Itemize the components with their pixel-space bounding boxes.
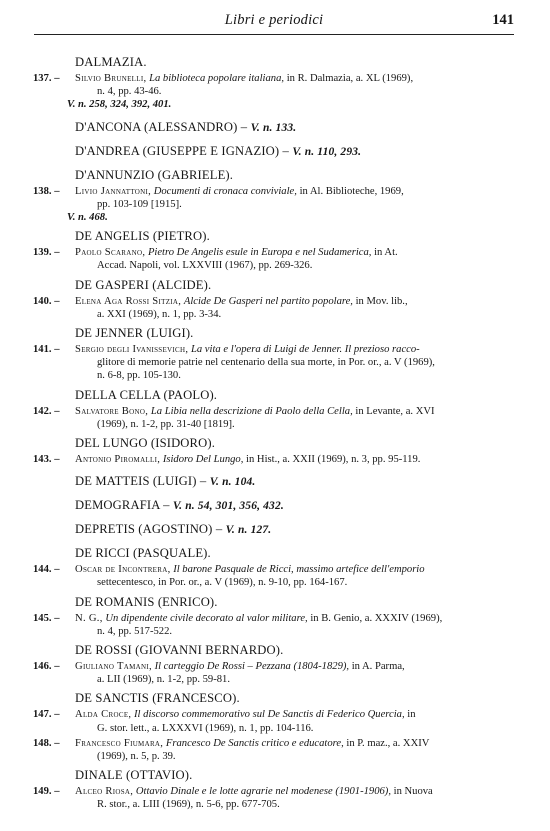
entry-number-value: 139.: [33, 247, 52, 259]
entry-author: Antonio Piromalli,: [75, 454, 161, 466]
entry-number-value: 146.: [33, 661, 52, 673]
entry-title: Il barone Pasquale de Ricci, massimo artefice dell'emporio: [173, 564, 425, 576]
entry-text: [75, 563, 514, 589]
entry-source-continued: (1969), n. 1-2, pp. 31-40 [1819].: [97, 418, 235, 430]
entry-source: in Nuova: [393, 786, 433, 798]
entry-source-continued: settecentesco, in Por. or., a. V (1969), n. 9-10, pp. 164-167.: [97, 577, 348, 589]
entry-author: Silvio Brunelli,: [75, 73, 147, 84]
subject-heading: [75, 498, 550, 514]
entry-source: in Levante, a. XVI: [355, 405, 435, 417]
subject-heading-text: DELLA CELLA (PAOLO).: [75, 387, 218, 402]
entry-number: [33, 612, 60, 625]
subject-heading: [75, 595, 550, 610]
entry-number-value: 149.: [33, 786, 52, 798]
entry-author: Giuliano Tamani,: [75, 661, 152, 673]
page-number: 141: [492, 12, 514, 28]
subject-heading-text: DINALE (OTTAVIO).: [75, 768, 193, 783]
entry-source-continued: a. LII (1969), n. 1-2, pp. 59-81.: [97, 674, 230, 686]
subject-heading: [75, 168, 550, 183]
subject-heading-text: DE RICCI (PASQUALE).: [75, 546, 211, 561]
bibliography-entry: [33, 453, 514, 466]
bibliography-entry: [33, 563, 514, 589]
entry-source-continued: n. 6-8, pp. 105-130.: [97, 370, 181, 382]
entry-number: [33, 660, 60, 673]
subject-heading-text: DE MATTEIS (LUIGI) –: [75, 474, 207, 489]
entry-number: [33, 453, 60, 466]
cross-reference: V. n. 133.: [250, 121, 297, 134]
bibliography-entry: [33, 708, 514, 734]
cross-reference: V. n. 54, 301, 356, 432.: [172, 500, 284, 513]
subject-heading: [75, 278, 550, 293]
subject-heading: [75, 691, 550, 706]
entry-number: [33, 185, 60, 198]
entry-author: Paolo Scarano,: [75, 247, 146, 259]
entry-source: in Mov. lib.,: [355, 295, 408, 307]
subject-heading: [75, 522, 550, 538]
entry-number-value: 142.: [33, 405, 52, 417]
subject-heading: [75, 474, 550, 490]
entry-source: in At.: [374, 247, 398, 259]
entry-author: Sergio degli Ivanissevich,: [75, 344, 189, 356]
entry-source-continued: glitore di memorie patrie nel centenario della sua morte, in Por. or., a. V (1969),: [97, 357, 435, 369]
entry-number-value: 144.: [33, 564, 52, 576]
entry-number: [33, 708, 60, 721]
entry-text: [75, 185, 514, 211]
entry-source-continued: Accad. Napoli, vol. LXXVIII (1967), pp. 269-326.: [97, 260, 313, 272]
subject-heading: [75, 326, 550, 341]
entry-number-value: 148.: [33, 737, 52, 749]
subject-heading-text: DEL LUNGO (ISIDORO).: [75, 436, 215, 451]
bibliography-entry: [33, 612, 514, 638]
subject-heading-text: DEMOGRAFIA –: [75, 498, 170, 513]
bibliography-entry: [33, 72, 514, 112]
entry-dash: –: [54, 661, 60, 673]
entry-source: in A. Parma,: [351, 661, 405, 673]
bibliography-entry: [33, 405, 514, 431]
entry-number-value: 145.: [33, 612, 52, 624]
entry-text: [75, 737, 514, 763]
entry-title: Alcide De Gasperi nel partito popolare,: [183, 295, 353, 307]
subject-heading: [75, 120, 550, 136]
entry-source-continued: pp. 103-109 [1915].: [97, 198, 182, 210]
entry-number: [33, 563, 60, 576]
entry-source: in P. maz., a. XXIV: [346, 737, 430, 749]
entry-number: [33, 343, 60, 356]
entry-dash: –: [54, 295, 60, 307]
entry-title: Documenti di cronaca conviviale,: [153, 185, 297, 197]
entry-author: Elena Aga Rossi Sitzia,: [75, 295, 182, 307]
entry-number: [33, 246, 60, 259]
entry-dash: –: [54, 185, 60, 197]
entry-title: Un dipendente civile decorato al valor militare,: [105, 612, 308, 624]
subject-heading-text: DE ROMANIS (ENRICO).: [75, 594, 218, 609]
entry-text: [75, 405, 514, 431]
subject-heading-text: DE SANCTIS (FRANCESCO).: [75, 691, 240, 706]
entry-author: Oscar de Incontrera,: [75, 564, 171, 576]
subject-heading: [75, 643, 550, 658]
entry-title: Il discorso commemorativo sul De Sanctis di Federico Quercia,: [134, 709, 405, 721]
entry-number-value: 143.: [33, 454, 52, 466]
entry-number: [33, 405, 60, 418]
subject-heading-text: D'ANDREA (GIUSEPPE E IGNAZIO) –: [75, 143, 290, 158]
bibliography-entry: [33, 246, 514, 272]
entry-author: Salvatore Bono,: [75, 405, 149, 417]
entry-number-value: 141.: [33, 344, 52, 356]
bibliography-entry: [33, 295, 514, 321]
entry-author: N. G.,: [75, 612, 103, 624]
cross-reference: V. n. 110, 293.: [292, 145, 362, 158]
entry-number-value: 137.: [33, 73, 52, 84]
entry-dash: –: [54, 247, 60, 259]
entry-source-continued: R. stor., a. LIII (1969), n. 5-6, pp. 677-705.: [97, 799, 280, 811]
subject-heading: [75, 144, 550, 160]
subject-heading-text: D'ANCONA (ALESSANDRO) –: [75, 119, 248, 134]
entry-author: Alceo Riosa,: [75, 786, 134, 798]
subject-heading: [75, 388, 550, 403]
bibliography-entry: [33, 785, 514, 811]
subject-heading-text: DE GASPERI (ALCIDE).: [75, 277, 212, 292]
entry-text: [75, 660, 514, 686]
cross-reference: V. n. 104.: [209, 476, 256, 489]
subject-heading: [75, 55, 550, 70]
entry-number-value: 140.: [33, 295, 52, 307]
entry-source: in B. Genio, a. XXXIV (1969),: [310, 612, 443, 624]
entry-source-continued: G. stor. lett., a. LXXXVI (1969), n. 1, pp. 104-116.: [97, 722, 314, 734]
bibliography-entry: [33, 185, 514, 225]
bibliography-entry: [33, 660, 514, 686]
bibliography-list: [0, 50, 550, 814]
subject-heading-text: DEPRETIS (AGOSTINO) –: [75, 522, 223, 537]
entry-dash: –: [54, 709, 60, 721]
entry-title: La Libia nella descrizione di Paolo della Cella,: [150, 405, 353, 417]
subject-heading: [75, 546, 550, 561]
subject-heading-text: DE ROSSI (GIOVANNI BERNARDO).: [75, 643, 284, 658]
entry-text: [75, 295, 514, 321]
entry-title: Francesco De Sanctis critico e educatore,: [165, 737, 344, 749]
entry-title: Il carteggio De Rossi – Pezzana (1804-1829),: [154, 661, 350, 673]
entry-text: [75, 453, 514, 466]
entry-text: [75, 708, 514, 734]
entry-dash: –: [54, 344, 60, 356]
cross-reference: V. n. 127.: [225, 524, 272, 537]
subject-heading-text: DE JENNER (LUIGI).: [75, 326, 194, 341]
entry-source: in R. Dalmazia, a. XL (1969),: [286, 73, 414, 84]
entry-author: Livio Jannattoni,: [75, 185, 152, 197]
entry-title: Ottavio Dinale e le lotte agrarie nel modenese (1901-1906),: [135, 786, 391, 798]
entry-number: [33, 785, 60, 798]
entry-dash: –: [54, 737, 60, 749]
entry-dash: –: [54, 564, 60, 576]
see-also-note: V. n. 258, 324, 392, 401.: [67, 99, 172, 111]
running-head: [34, 12, 514, 30]
entry-source-continued: a. XXI (1969), n. 1, pp. 3-34.: [97, 308, 222, 320]
header-rule: [34, 34, 514, 35]
see-also-note: V. n. 468.: [67, 212, 108, 224]
entry-text: [75, 246, 514, 272]
subject-heading: [75, 229, 550, 244]
entry-text: [75, 785, 514, 811]
entry-source: in: [407, 709, 416, 721]
bibliography-entry: [33, 737, 514, 763]
bibliography-entry: [33, 343, 514, 383]
entry-title: La vita e l'opera di Luigi de Jenner. Il prezioso racco-: [190, 344, 420, 356]
entry-number-value: 147.: [33, 709, 52, 721]
entry-dash: –: [54, 405, 60, 417]
entry-source-continued: n. 4, pp. 517-522.: [97, 625, 173, 637]
entry-dash: –: [54, 454, 60, 466]
subject-heading: [75, 436, 550, 451]
entry-dash: –: [54, 786, 60, 798]
entry-number: [33, 72, 60, 85]
entry-text: [75, 612, 514, 638]
entry-title: Pietro De Angelis esule in Europa e nel Sudamerica,: [147, 247, 372, 259]
subject-heading-text: DE ANGELIS (PIETRO).: [75, 229, 210, 244]
entry-dash: –: [54, 612, 60, 624]
entry-number-value: 138.: [33, 185, 52, 197]
entry-title: Isidoro Del Lungo,: [162, 454, 244, 466]
entry-number: [33, 737, 60, 750]
subject-heading-text: DALMAZIA.: [75, 55, 147, 69]
entry-source-continued: (1969), n. 5, p. 39.: [97, 751, 176, 763]
entry-author: Francesco Fiumara,: [75, 737, 164, 749]
entry-source-continued: n. 4, pp. 43-46.: [97, 86, 162, 98]
entry-text: [75, 343, 514, 383]
entry-author: Alda Croce,: [75, 709, 132, 721]
entry-source: in Al. Biblioteche, 1969,: [299, 185, 404, 197]
entry-source: in Hist., a. XXII (1969), n. 3, pp. 95-119.: [246, 454, 421, 466]
entry-number: [33, 295, 60, 308]
entry-text: [75, 72, 514, 98]
entry-dash: –: [54, 73, 60, 84]
subject-heading: [75, 768, 550, 783]
entry-title: La biblioteca popolare italiana,: [149, 73, 285, 84]
subject-heading-text: D'ANNUNZIO (GABRIELE).: [75, 167, 234, 182]
running-title: Libri e periodici: [224, 12, 324, 28]
